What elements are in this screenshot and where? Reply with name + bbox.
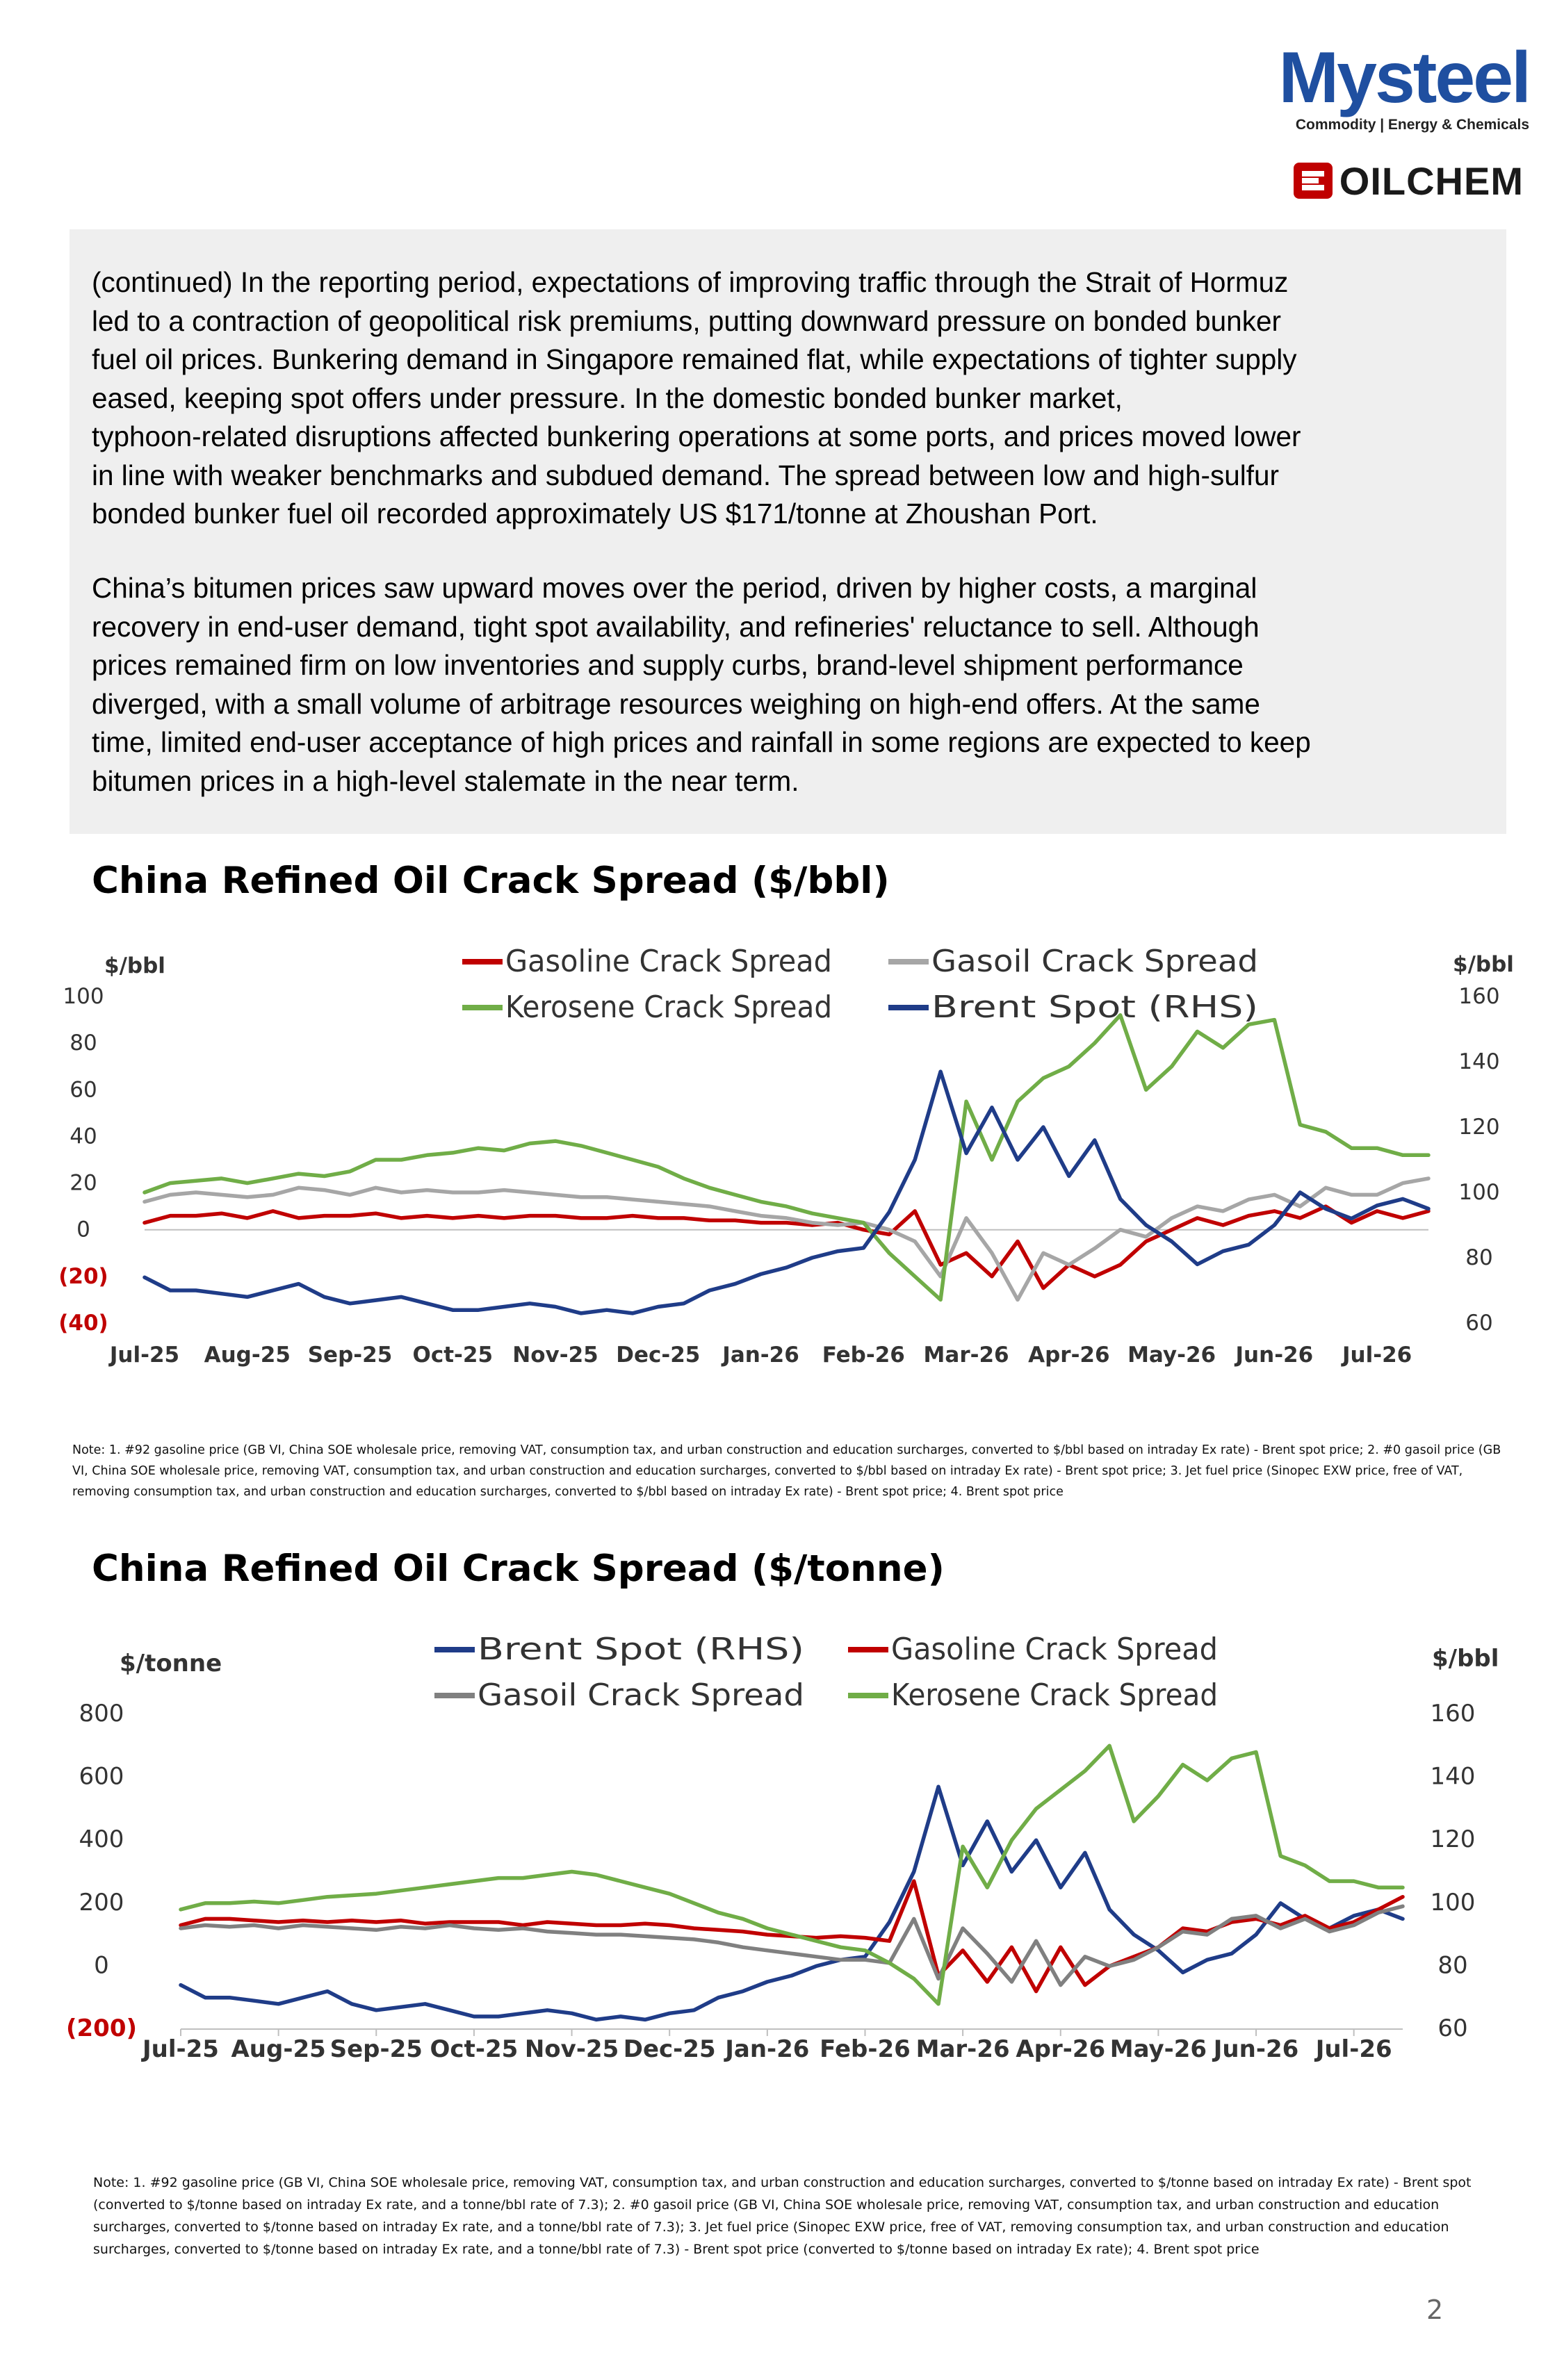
page-number: 2 bbox=[1426, 2295, 1444, 2325]
crack-spread-tonne-chart bbox=[0, 1612, 1564, 2071]
commentary-paragraph-bitumen bbox=[92, 569, 1482, 801]
legend-label: Brent Spot (RHS) bbox=[478, 1632, 804, 1667]
right-axis-tick-label: 120 bbox=[1430, 1825, 1476, 1854]
left-axis-tick-label: 40 bbox=[70, 1124, 97, 1149]
right-axis-tick-label: 120 bbox=[1458, 1115, 1500, 1140]
x-axis-tick-label: Dec-25 bbox=[616, 1343, 701, 1368]
series-line-gasoil-crack-spread bbox=[181, 1906, 1403, 1985]
x-axis-tick-label: Jun-26 bbox=[1213, 2035, 1299, 2063]
right-axis-tick-label: 60 bbox=[1465, 1311, 1493, 1336]
series-line-kerosene-crack-spread bbox=[145, 1015, 1428, 1300]
left-axis-tick-label: (40) bbox=[58, 1311, 108, 1336]
mysteel-logo bbox=[1272, 38, 1529, 133]
series-line-brent-spot-rhs bbox=[181, 1787, 1403, 2019]
mysteel-wordmark: Mysteel bbox=[1278, 38, 1529, 118]
oilchem-logo bbox=[1273, 158, 1524, 203]
right-axis-tick-label: 160 bbox=[1430, 1700, 1476, 1727]
left-axis-tick-label: 600 bbox=[79, 1762, 124, 1791]
x-axis-tick-label: May-26 bbox=[1127, 1343, 1216, 1368]
x-axis-tick-label: Nov-25 bbox=[524, 2035, 619, 2063]
x-axis-tick-label: Aug-25 bbox=[204, 1343, 291, 1368]
commentary-paragraph-bunker bbox=[92, 263, 1482, 534]
paragraph-line: diverged, with a small volume of arbitrage resources weighing on high-end offers. At the same bbox=[92, 687, 1260, 720]
left-axis-tick-label: 100 bbox=[63, 984, 104, 1009]
left-axis-tick-label: (200) bbox=[65, 2014, 138, 2042]
x-axis-tick-label: May-26 bbox=[1109, 2035, 1207, 2063]
paragraph-line: China’s bitumen prices saw upward moves over the period, driven by higher costs, a marginal bbox=[92, 572, 1257, 604]
x-axis-tick-label: Jul-25 bbox=[109, 1343, 180, 1368]
left-axis-tick-label: 800 bbox=[79, 1700, 124, 1727]
x-axis-tick-label: Jan-26 bbox=[722, 1343, 799, 1368]
right-axis-unit: $/bbl bbox=[1432, 1645, 1499, 1673]
x-axis-tick-label: Jan-26 bbox=[725, 2035, 810, 2063]
left-axis-tick-label: 80 bbox=[70, 1031, 97, 1056]
paragraph-line: (continued) In the reporting period, expectations of improving traffic through the Strait of Hormuz bbox=[92, 266, 1289, 298]
x-axis-tick-label: Jun-26 bbox=[1235, 1343, 1314, 1368]
paragraph-line: recovery in end-user demand, tight spot availability, and refineries' reluctance to sell. Although bbox=[92, 610, 1260, 643]
chart-title-bbl: China Refined Oil Crack Spread ($/bbl) bbox=[92, 860, 890, 902]
mysteel-tagline: Commodity | Energy & Chemicals bbox=[1295, 117, 1529, 133]
chart-note-tonne: Note: 1. #92 gasoline price (GB VI, China SOE wholesale price, removing VAT, consumption tax, and urban construction and education surcharges, converted to $/tonne based on intraday Ex rate) - Brent spot (converted to $/tonne based on intraday Ex rate, and a tonne/bbl rate of 7.3); 2. #0 gasoil price (GB VI, China SOE wholesale price, removing VAT, consumption tax, and urban construction and education surcharges, converted to $/tonne based on intraday Ex rate, and a tonne/bbl rate of 7.3); 3. Jet fuel price (Sinopec EXW price, free of VAT, removing consumption tax, and urban construction and education surcharges, converted to $/tonne based on intraday Ex rate, and a tonne/bbl rate of 7.3) - Brent spot price (converted to $/tonne based on intraday Ex rate); 4. Brent spot price bbox=[93, 2175, 1472, 2257]
x-axis-tick-label: Nov-25 bbox=[512, 1343, 598, 1368]
x-axis-tick-label: Apr-26 bbox=[1028, 1343, 1110, 1368]
x-axis-tick-label: Mar-26 bbox=[915, 2035, 1010, 2063]
paragraph-line: typhoon-related disruptions affected bunkering operations at some ports, and prices moved lower bbox=[92, 420, 1301, 452]
left-axis-unit: $/bbl bbox=[104, 953, 165, 978]
series-line-gasoil-crack-spread bbox=[145, 1179, 1428, 1300]
x-axis-tick-label: Jul-26 bbox=[1342, 1343, 1412, 1368]
legend-label: Brent Spot (RHS) bbox=[931, 990, 1258, 1025]
x-axis-tick-label: Oct-25 bbox=[412, 1343, 494, 1368]
x-axis-tick-label: Oct-25 bbox=[430, 2035, 519, 2063]
oilchem-mark-icon bbox=[1292, 161, 1334, 200]
right-axis-tick-label: 100 bbox=[1458, 1180, 1500, 1205]
legend-label: Gasoline Crack Spread bbox=[891, 1632, 1218, 1667]
paragraph-line: prices remained firm on low inventories and supply curbs, brand-level shipment performance bbox=[92, 649, 1244, 681]
legend-label: Gasoline Crack Spread bbox=[505, 944, 832, 979]
chart-note-bbl: Note: 1. #92 gasoline price (GB VI, China SOE wholesale price, removing VAT, consumption tax, and urban construction and education surcharges, converted to $/bbl based on intraday Ex rate) - Brent spot price; 2. #0 gasoil price (GB VI, China SOE wholesale price, removing VAT, consumption tax, and urban construction and education surcharges, converted to $/bbl based on intraday Ex rate) - Brent spot price; 3. Jet fuel price (Sinopec EXW price, free of VAT, removing consumption tax, and urban construction and education surcharges, converted to $/bbl based on intraday Ex rate) - Brent spot price; 4. Brent spot price bbox=[72, 1443, 1501, 1499]
left-axis-tick-label: 20 bbox=[70, 1170, 97, 1196]
left-axis-tick-label: 0 bbox=[94, 1951, 109, 1980]
series-line-kerosene-crack-spread bbox=[181, 1746, 1403, 2004]
right-axis-tick-label: 140 bbox=[1430, 1762, 1476, 1791]
legend-label: Kerosene Crack Spread bbox=[891, 1677, 1218, 1713]
x-axis-tick-label: Jul-25 bbox=[142, 2035, 219, 2063]
chart-title-tonne: China Refined Oil Crack Spread ($/tonne) bbox=[92, 1548, 945, 1590]
paragraph-line: eased, keeping spot offers under pressure. In the domestic bonded bunker market, bbox=[92, 381, 1123, 414]
legend-label: Gasoil Crack Spread bbox=[478, 1677, 804, 1713]
paragraph-line: led to a contraction of geopolitical risk premiums, putting downward pressure on bonded bunker bbox=[92, 304, 1281, 337]
x-axis-tick-label: Sep-25 bbox=[307, 1343, 393, 1368]
x-axis-tick-label: Feb-26 bbox=[820, 2035, 911, 2063]
paragraph-line: in line with weaker benchmarks and subdued demand. The spread between low and high-sulfur bbox=[92, 459, 1280, 491]
x-axis-tick-label: Aug-25 bbox=[231, 2035, 326, 2063]
right-axis-tick-label: 100 bbox=[1430, 1888, 1476, 1917]
x-axis-tick-label: Feb-26 bbox=[822, 1343, 905, 1368]
left-axis-tick-label: (20) bbox=[58, 1263, 108, 1289]
paragraph-line: bitumen prices in a high-level stalemate in the near term. bbox=[92, 764, 799, 797]
oilchem-wordmark: OILCHEM bbox=[1339, 158, 1524, 203]
left-axis-tick-label: 0 bbox=[76, 1217, 90, 1242]
right-axis-unit: $/bbl bbox=[1453, 952, 1514, 977]
paragraph-line: fuel oil prices. Bunkering demand in Singapore remained flat, while expectations of tighter supply bbox=[92, 343, 1297, 375]
x-axis-tick-label: Jul-26 bbox=[1315, 2035, 1392, 2063]
left-axis-tick-label: 60 bbox=[70, 1077, 97, 1103]
right-axis-tick-label: 140 bbox=[1458, 1049, 1500, 1074]
right-axis-tick-label: 160 bbox=[1458, 984, 1500, 1009]
right-axis-tick-label: 80 bbox=[1437, 1951, 1468, 1980]
legend-label: Gasoil Crack Spread bbox=[931, 944, 1258, 979]
right-axis-tick-label: 80 bbox=[1465, 1245, 1493, 1270]
x-axis-tick-label: Mar-26 bbox=[923, 1343, 1009, 1368]
left-axis-tick-label: 400 bbox=[79, 1825, 124, 1854]
paragraph-line: time, limited end-user acceptance of high prices and rainfall in some regions are expected to keep bbox=[92, 726, 1311, 758]
x-axis-tick-label: Dec-25 bbox=[623, 2035, 716, 2063]
right-axis-tick-label: 60 bbox=[1437, 2014, 1468, 2042]
left-axis-tick-label: 200 bbox=[79, 1888, 124, 1917]
x-axis-tick-label: Apr-26 bbox=[1016, 2035, 1106, 2063]
crack-spread-bbl-chart bbox=[0, 924, 1564, 1383]
left-axis-unit: $/tonne bbox=[120, 1650, 222, 1677]
legend-label: Kerosene Crack Spread bbox=[505, 990, 832, 1025]
paragraph-line: bonded bunker fuel oil recorded approximately US $171/tonne at Zhoushan Port. bbox=[92, 498, 1098, 530]
x-axis-tick-label: Sep-25 bbox=[329, 2035, 423, 2063]
